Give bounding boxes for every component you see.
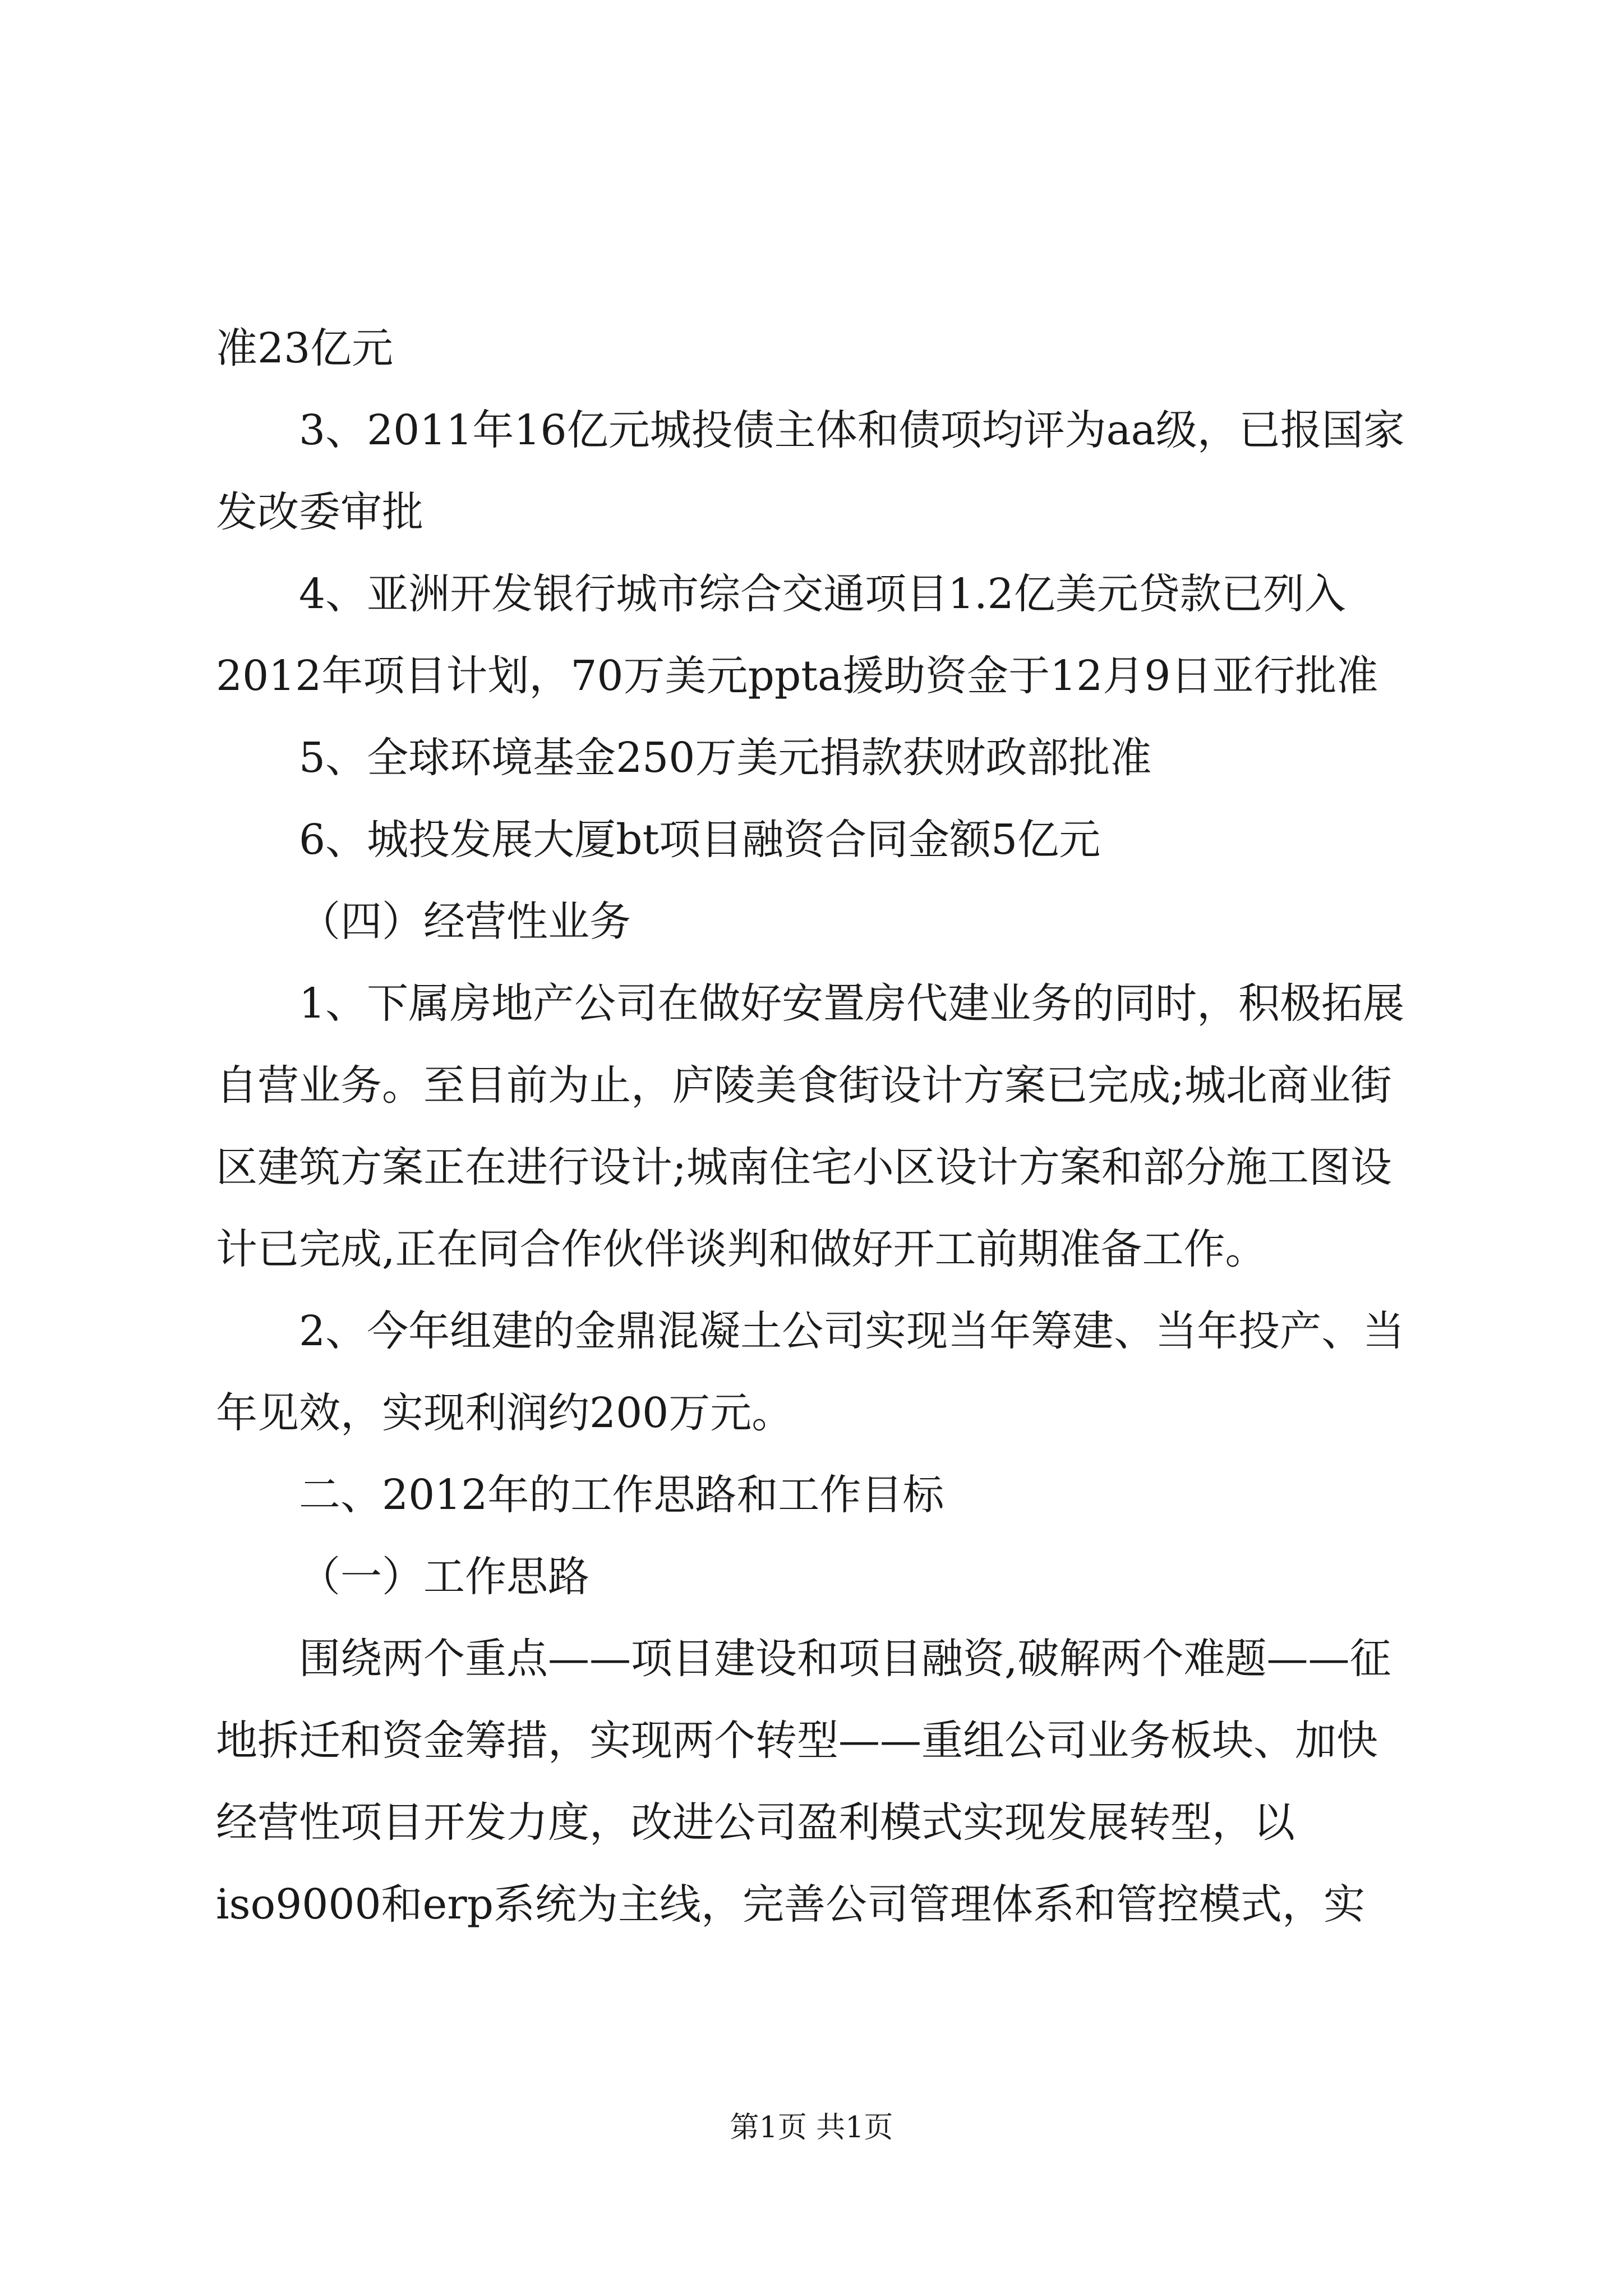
- paragraph-business-2: 2、今年组建的金鼎混凝土公司实现当年筹建、当年投产、当年见效，实现利润约200万元。: [216, 1307, 1405, 1437]
- paragraph-item-5: 5、全球环境基金250万美元捐款获财政部批准: [299, 734, 1152, 782]
- page-footer: 第1页 共1页: [730, 2111, 893, 2145]
- paragraph-item-3: 3、2011年16亿元城投债主体和债项均评为aa级，已报国家发改委审批: [216, 406, 1405, 536]
- section-heading-work-ideas: （一）工作思路: [299, 1553, 589, 1601]
- paragraph-item-6: 6、城投发展大厦bt项目融资合同金额5亿元: [299, 816, 1101, 864]
- paragraph-business-1: 1、下属房地产公司在做好安置房代建业务的同时，积极拓展自营业务。至目前为止，庐陵美食街设计方案已完成;城北商业街区建筑方案正在进行设计;城南住宅小区设计方案和部分施工图设计已完成,正在同合作伙伴谈判和做好开工前期准备工作。: [216, 979, 1405, 1273]
- paragraph-work-ideas: 围绕两个重点——项目建设和项目融资,破解两个难题——征地拆迁和资金筹措，实现两个转型——重组公司业务板块、加快经营性项目开发力度，改进公司盈利模式实现发展转型，以iso9000和erp系统为主线，完善公司管理体系和管控模式，实: [216, 1635, 1391, 1929]
- paragraph-item-4: 4、亚洲开发银行城市综合交通项目1.2亿美元贷款已列入2012年项目计划，70万美元ppta援助资金于12月9日亚行批准: [216, 570, 1378, 700]
- document-body: [216, 307, 1416, 1945]
- paragraph-continuation: 准23亿元: [216, 324, 394, 372]
- section-heading-2012: 二、2012年的工作思路和工作目标: [299, 1471, 944, 1519]
- section-heading-business: （四）经营性业务: [299, 898, 631, 946]
